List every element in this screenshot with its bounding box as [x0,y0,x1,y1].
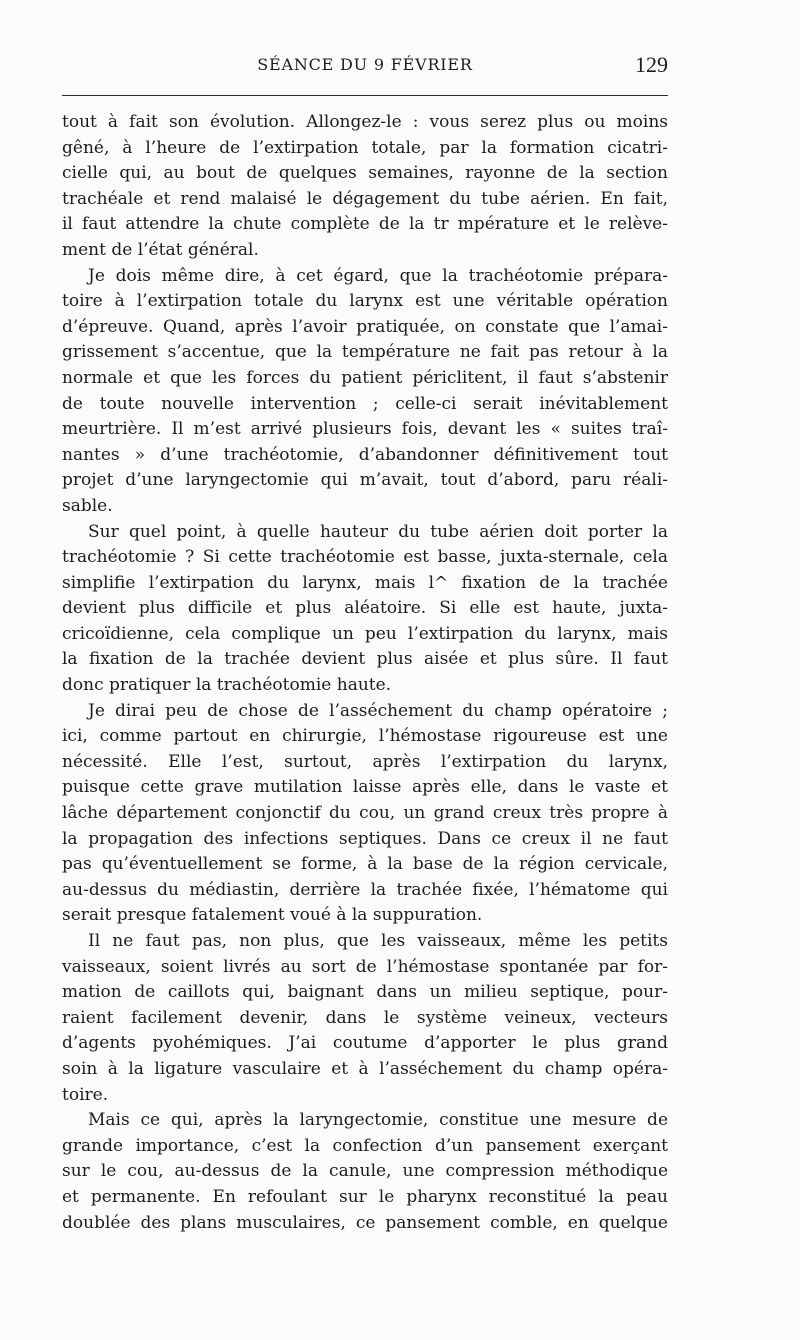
text-line: normale et que les forces du patient périclitent, il faut s’abstenir [62,367,668,388]
text-line: d’agents pyohémiques. J’ai coutume d’apporter le plus grand [62,1033,668,1054]
text-line: de toute nouvelle intervention ; celle-ci serait inévitablement [62,393,668,414]
text-line: cricoïdienne, cela complique un peu l’extirpation du larynx, mais [62,623,668,644]
text-line: nécessité. Elle l’est, surtout, après l’extirpation du larynx, [62,751,668,772]
text-line: simplifie l’extirpation du larynx, mais l^ fixation de la trachée [62,572,668,593]
text-line: au-dessus du médiastin, derrière la trachée fixée, l’hématome qui [62,879,668,900]
text-line: serait presque fatalement voué à la suppuration. [62,905,483,926]
text-line: ici, comme partout en chirurgie, l’hémostase rigoureuse est une [62,726,668,747]
text-line: cielle qui, au bout de quelques semaines, rayonne de la section [62,163,668,184]
text-line: meurtrière. Il m’est arrivé plusieurs fois, devant les « suites traî- [62,419,668,440]
header-rule [62,95,668,96]
text-line: Je dirai peu de chose de l’asséchement du champ opératoire ; [88,700,668,721]
text-line: grande importance, c’est la confection d’un pansement exerçant [62,1135,668,1156]
text-line: Il ne faut pas, non plus, que les vaisseaux, même les petits [88,931,668,951]
text-line: ment de l’état général. [62,239,259,260]
text-line: devient plus difficile et plus aléatoire. Si elle est haute, juxta- [62,598,668,619]
text-line: trachéotomie ? Si cette trachéotomie est basse, juxta-sternale, cela [62,547,668,568]
text-line: et permanente. En refoulant sur le pharynx reconstitué la peau [62,1186,668,1207]
text-line: soin à la ligature vasculaire et à l’asséchement du champ opéra- [62,1058,668,1079]
body-text [62,110,668,1236]
text-line: doublée des plans musculaires, ce pansement comble, en quelque [62,1212,668,1233]
text-line: il faut attendre la chute complète de la tr mpérature et le relève- [62,214,668,235]
text-line: grissement s’accentue, que la température ne fait pas retour à la [62,342,668,363]
page-number: 129 [635,52,668,77]
text-line: trachéale et rend malaisé le dégagement du tube aérien. En fait, [62,188,668,209]
text-line: sur le cou, au-dessus de la canule, une compression méthodique [62,1161,668,1182]
text-line: donc pratiquer la trachéotomie haute. [62,675,392,696]
text-line: la propagation des infections septiques. Dans ce creux il ne faut [62,828,668,849]
text-line: mation de caillots qui, baignant dans un milieu septique, pour- [62,982,668,1003]
text-line: raient facilement devenir, dans le système veineux, vecteurs [62,1007,668,1028]
text-line: Sur quel point, à quelle hauteur du tube aérien doit porter la [88,521,668,542]
text-line: lâche département conjonctif du cou, un grand creux très propre à [62,803,668,824]
text-line: sable. [62,495,113,516]
text-line: nantes » d’une trachéotomie, d’abandonner définitivement tout [62,444,668,465]
text-line: projet d’une laryngectomie qui m’avait, tout d’abord, paru réali- [62,470,668,491]
text-line: pas qu’éventuellement se forme, à la base de la région cervicale, [62,854,668,875]
text-line: la fixation de la trachée devient plus aisée et plus sûre. Il faut [62,649,668,670]
text-line: puisque cette grave mutilation laisse après elle, dans le vaste et [62,777,668,798]
text-line: toire. [62,1084,109,1105]
text-line: tout à fait son évolution. Allongez-le : vous serez plus ou moins [62,112,668,132]
text-line: Je dois même dire, à cet égard, que la trachéotomie prépara- [88,265,668,286]
text-line: toire à l’extirpation totale du larynx est une véritable opération [62,291,668,312]
text-line: d’épreuve. Quand, après l’avoir pratiquée, on constate que l’amai- [62,316,668,337]
text-line: gêné, à l’heure de l’extirpation totale, par la formation cicatri- [62,137,668,158]
running-head [62,52,668,80]
text-line: vaisseaux, soient livrés au sort de l’hémostase spontanée par for- [62,956,668,977]
running-title: SÉANCE DU 9 FÉVRIER [257,55,473,74]
text-line: Mais ce qui, après la laryngectomie, constitue une mesure de [88,1110,668,1131]
